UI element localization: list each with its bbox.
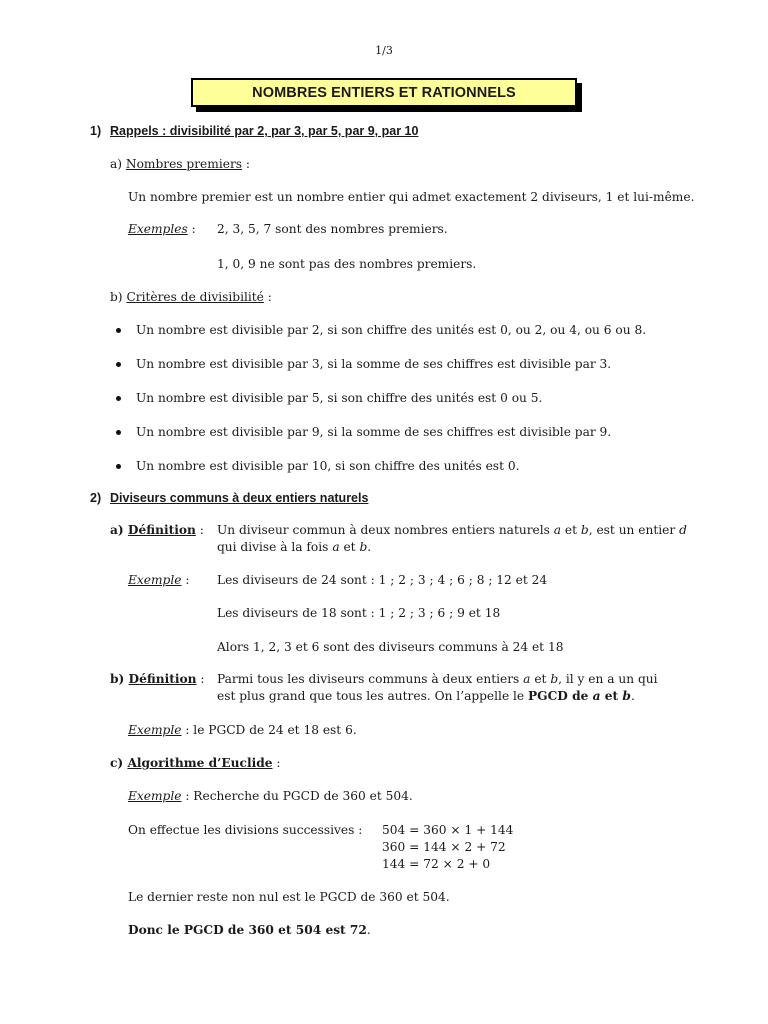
examples-word: Exemples (128, 222, 188, 236)
bullet-icon (116, 362, 121, 367)
section-2-heading (90, 491, 368, 505)
common-divisor-definition-line-1 (217, 523, 687, 537)
subsection-title: Nombres premiers (125, 157, 243, 171)
pgcd-example (128, 723, 357, 737)
euclid-example (128, 789, 413, 803)
variable-b: b (550, 672, 559, 686)
document-title: NOMBRES ENTIERS ET RATIONNELS (252, 84, 516, 101)
bullet-icon (116, 430, 121, 435)
common-divisor-definition-line-2 (217, 540, 371, 554)
bullet-icon (116, 464, 121, 469)
example-word: Exemple (128, 573, 182, 587)
example-non-primes: 1, 0, 9 ne sont pas des nombres premiers. (217, 257, 477, 271)
text: et (530, 672, 551, 686)
example-primes: 2, 3, 5, 7 sont des nombres premiers. (217, 222, 448, 236)
colon: : (263, 290, 272, 304)
text: . (367, 540, 372, 554)
section-number: 1) (90, 124, 102, 138)
subsection-title: Définition (127, 523, 196, 537)
subsection-title: Définition (128, 672, 197, 686)
pgcd-definition-line-2 (217, 689, 635, 703)
criterion-3: Un nombre est divisible par 3, si la somme de ses chiffres est divisible par 3. (136, 357, 612, 371)
colon: : (181, 573, 190, 587)
text: , est un entier (588, 523, 680, 537)
division-step-3: 144 = 72 × 2 + 0 (382, 857, 491, 871)
section-number: 2) (90, 491, 102, 505)
text: et (561, 523, 581, 537)
subsection-2c-heading (110, 756, 280, 770)
example-word: Exemple (128, 723, 182, 737)
division-step-2: 360 = 144 × 2 + 72 (382, 840, 506, 854)
colon: : (242, 157, 251, 171)
variable-a: a (332, 540, 340, 554)
variable-a: a (553, 523, 562, 537)
colon: : (196, 672, 205, 686)
subsection-label: b) (110, 672, 125, 686)
criterion-5: Un nombre est divisible par 5, si son chiffre des unités est 0 ou 5. (136, 391, 543, 405)
bullet-icon (116, 328, 121, 333)
divisions-label: On effectue les divisions successives : (128, 823, 363, 837)
criterion-2: Un nombre est divisible par 2, si son chiffre des unités est 0, ou 2, ou 4, ou 6 ou 8. (136, 323, 647, 337)
subsection-2b-heading (110, 672, 204, 686)
common-divisors: Alors 1, 2, 3 et 6 sont des diviseurs communs à 24 et 18 (217, 640, 564, 654)
pgcd-result (128, 923, 371, 937)
text: Parmi tous les diviseurs communs à deux entiers (217, 672, 524, 686)
example-word: Exemple (128, 789, 182, 803)
variable-b: b (622, 689, 631, 703)
prime-definition: Un nombre premier est un nombre entier qui admet exactement 2 diviseurs, 1 et lui-même. (128, 190, 695, 204)
division-step-1: 504 = 360 × 1 + 144 (382, 823, 514, 837)
variable-b: b (359, 540, 368, 554)
example-label (128, 573, 189, 587)
divisors-of-18: Les diviseurs de 18 sont : 1 ; 2 ; 3 ; 6 ; 9 et 18 (217, 606, 501, 620)
divisors-of-24: Les diviseurs de 24 sont : 1 ; 2 ; 3 ; 4 ; 6 ; 8 ; 12 et 24 (217, 573, 548, 587)
variable-b: b (580, 523, 589, 537)
subsection-label: c) (110, 756, 124, 770)
criterion-10: Un nombre est divisible par 10, si son chiffre des unités est 0. (136, 459, 520, 473)
example-text: : le PGCD de 24 et 18 est 6. (181, 723, 357, 737)
subsection-title: Algorithme d’Euclide (127, 756, 273, 770)
subsection-1a-heading (110, 157, 250, 171)
text: , il y en a un qui (558, 672, 658, 686)
section-title: Rappels : divisibilité par 2, par 3, par 5, par 9, par 10 (110, 124, 419, 138)
text: est plus grand que tous les autres. On l’appelle le (217, 689, 529, 703)
variable-a: a (592, 689, 601, 703)
example-text: : Recherche du PGCD de 360 et 504. (181, 789, 413, 803)
text: . (366, 923, 371, 937)
text: et (339, 540, 360, 554)
section-title: Diviseurs communs à deux entiers naturels (110, 491, 369, 505)
text: . (630, 689, 635, 703)
text: Un diviseur commun à deux nombres entiers naturels (217, 523, 554, 537)
variable-d: d (679, 523, 687, 537)
text: qui divise à la fois (217, 540, 333, 554)
criterion-9: Un nombre est divisible par 9, si la somme de ses chiffres est divisible par 9. (136, 425, 612, 439)
subsection-1b-heading (110, 290, 272, 304)
pgcd-result-text: Donc le PGCD de 360 et 504 est 72 (128, 923, 367, 937)
variable-a: a (523, 672, 531, 686)
colon: : (195, 523, 204, 537)
colon: : (187, 222, 196, 236)
subsection-label: a) (110, 523, 124, 537)
subsection-title: Critères de divisibilité (126, 290, 264, 304)
bullet-icon (116, 396, 121, 401)
examples-label (128, 222, 196, 236)
subsection-label: b) (110, 290, 123, 304)
page-number: 1/3 (375, 44, 393, 57)
colon: : (272, 756, 281, 770)
euclid-conclusion: Le dernier reste non nul est le PGCD de 360 et 504. (128, 890, 450, 904)
pgcd-definition-line-1 (217, 672, 658, 686)
subsection-2a-heading (110, 523, 204, 537)
text: et (600, 689, 623, 703)
subsection-label: a) (110, 157, 123, 171)
title-box (191, 78, 577, 107)
section-1-heading (90, 124, 418, 138)
pgcd-term: PGCD de (528, 689, 593, 703)
